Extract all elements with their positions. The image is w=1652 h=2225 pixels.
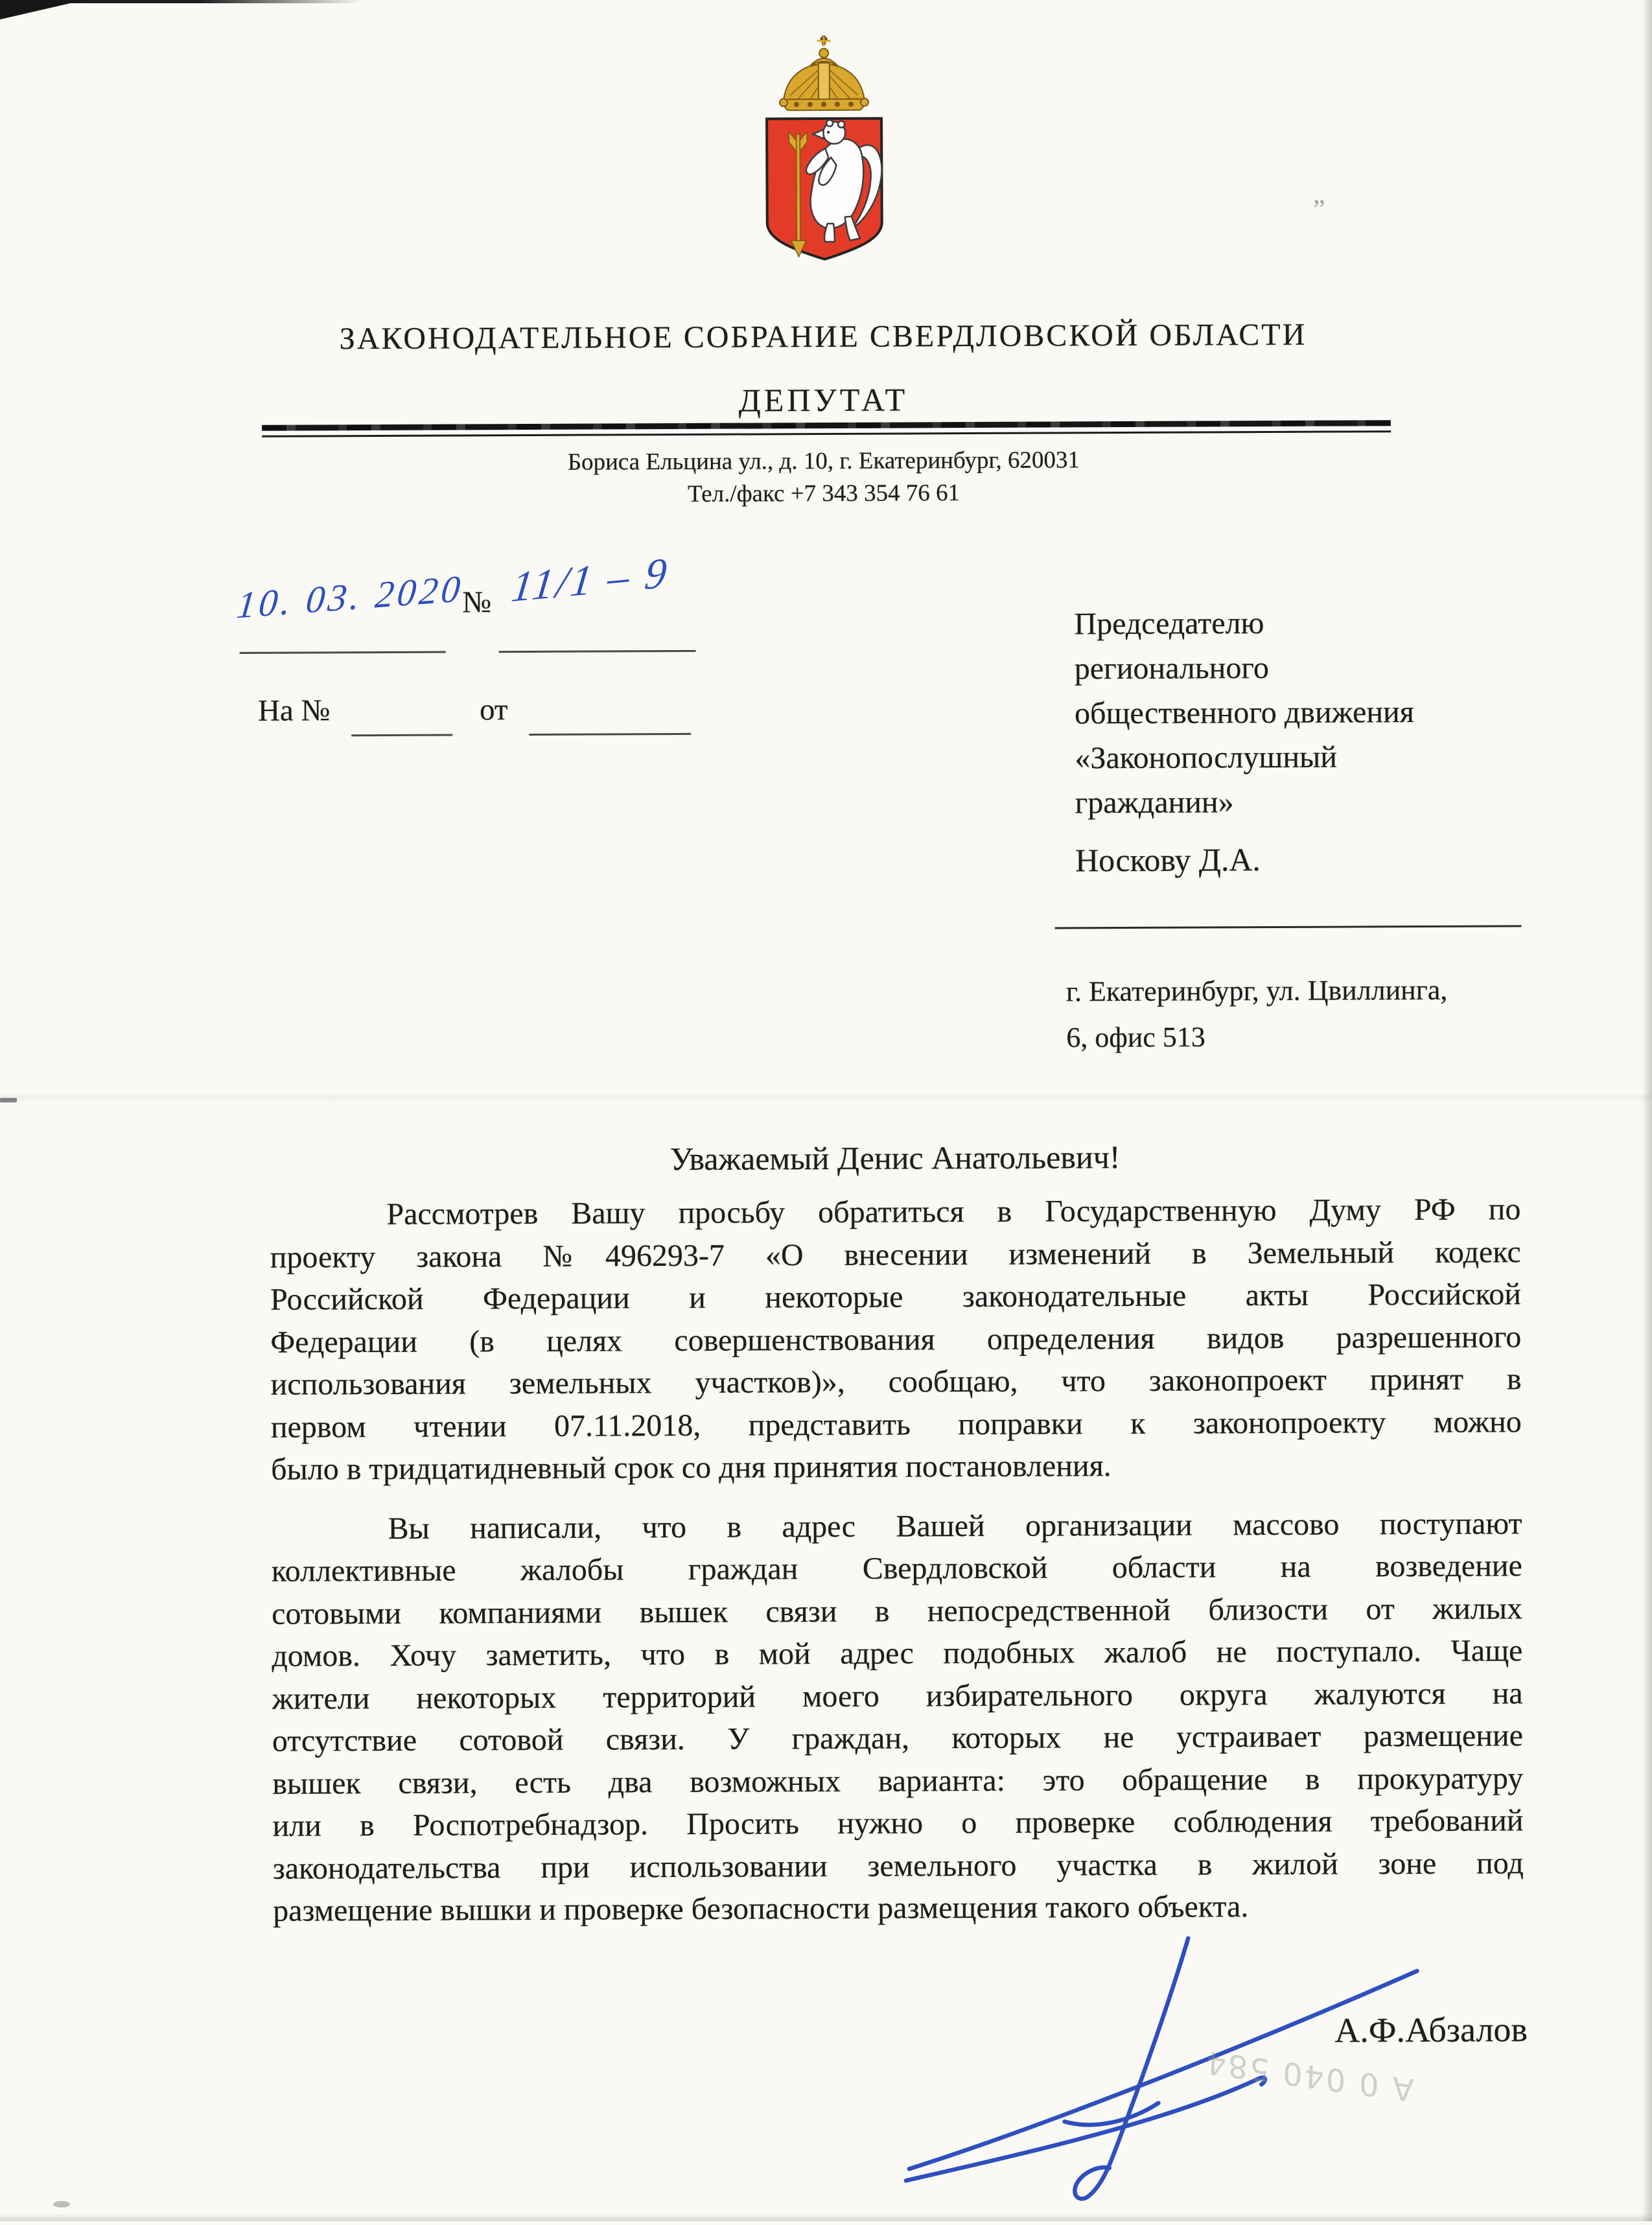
reply-number-blank-line: [351, 734, 452, 737]
header-rule-thin: [262, 430, 1391, 437]
scan-smudge-mark: ”: [1313, 195, 1325, 225]
paragraph-2: [271, 1502, 1524, 1932]
date-blank-line: [240, 651, 446, 654]
number-blank-line: [499, 650, 696, 653]
body-line: Российской Федерации и некоторые законодательные акты Российской: [270, 1277, 1522, 1317]
body-line: коллективные жалобы граждан Свердловской области на возведение: [271, 1548, 1522, 1589]
paragraph-1: [270, 1188, 1522, 1491]
body-line: размещение вышки и проверке безопасности размещения такого объекта.: [273, 1889, 1249, 1928]
body-line: жители некоторых территорий моего избирательного округа жалуются на: [272, 1675, 1523, 1716]
letterhead-address: Бориса Ельцина ул., д. 10, г. Екатеринбург, 620031: [567, 447, 1080, 476]
recipient-address-line: г. Екатеринбург, ул. Цвиллинга,: [1065, 973, 1448, 1008]
body-line: Федерации (в целях совершенствования определения видов разрешенного: [270, 1319, 1522, 1360]
body-line: законодательства при использовании земельного участка в жилой зоне под: [272, 1845, 1524, 1886]
number-sign-label: №: [462, 585, 492, 620]
handwritten-date: 10. 03. 2020: [235, 566, 466, 627]
scan-edge-tick: [0, 1098, 17, 1102]
letterhead-phone: Тел./факс +7 343 354 76 61: [687, 480, 960, 507]
imperial-crown-icon: [780, 36, 869, 111]
recipient-line: общественного движения: [1074, 695, 1414, 731]
signer-name: А.Ф.Абзалов: [1334, 2010, 1528, 2050]
body-line: проекту закона №496293-7 «О внесении изменений в Земельный кодекс: [270, 1234, 1521, 1275]
recipient-line: регионального: [1074, 651, 1270, 686]
sverdlovsk-coat-of-arms-emblem: [758, 36, 892, 266]
scan-edge-shadow-right: [1642, 0, 1652, 2221]
recipient-address-line: 6, офис 513: [1066, 1021, 1205, 1054]
paper-crease: [0, 1093, 1652, 1102]
scan-speck: [53, 2201, 70, 2208]
reply-to-number-label: На №: [257, 693, 331, 728]
recipient-address: [1066, 966, 1533, 1060]
body-line: вышек связи, есть два возможных варианта: это обращение в прокуратуру: [272, 1760, 1524, 1801]
letter-body: [270, 1188, 1524, 1932]
recipient-block: [1074, 600, 1528, 825]
organization-name: ЗАКОНОДАТЕЛЬНОЕ СОБРАНИЕ СВЕРДЛОВСКОЙ ОБЛАСТИ: [339, 317, 1307, 356]
body-line: использования земельных участков)», сообщаю, что законопроект принят в: [270, 1362, 1522, 1402]
body-line: Рассмотрев Вашу просьбу обратиться в Государственную Думу РФ по: [386, 1192, 1521, 1231]
bleed-through-number: А 0 040 584: [1204, 2043, 1415, 2108]
reply-date-blank-line: [529, 733, 691, 736]
recipient-line: гражданин»: [1075, 785, 1234, 821]
handwritten-outgoing-number: 11/1 – 9: [509, 548, 672, 612]
body-line: первом чтении 07.11.2018, представить поправки к законопроекту можно: [270, 1404, 1522, 1445]
body-line: или в Роспотребнадзор. Просить нужно о проверке соблюдения требований: [272, 1803, 1524, 1843]
reply-from-label: от: [479, 693, 508, 727]
salutation: Уважаемый Денис Анатольевич!: [669, 1139, 1121, 1178]
body-line: отсутствие сотовой связи. У граждан, которых не устраивает размещение: [272, 1718, 1524, 1758]
recipient-line: Председателю: [1074, 606, 1264, 642]
body-line: было в тридцатидневный срок со дня принятия постановления.: [271, 1449, 1111, 1487]
scan-edge-shadow-bottom: [0, 2213, 1652, 2221]
recipient-name: Носкову Д.А.: [1075, 841, 1261, 879]
organization-role: ДЕПУТАТ: [738, 381, 909, 419]
recipient-line: «Законопослушный: [1075, 740, 1338, 776]
recipient-divider-rule: [1055, 925, 1522, 929]
body-line: Вы написали, что в адрес Вашей организации массово поступают: [388, 1506, 1522, 1546]
body-line: сотовыми компаниями вышек связи в непосредственной близости от жилых: [272, 1590, 1523, 1631]
body-line: домов. Хочу заметить, что в мой адрес подобных жалоб не поступало. Чаще: [272, 1633, 1523, 1673]
header-rule-thick: [262, 420, 1391, 431]
